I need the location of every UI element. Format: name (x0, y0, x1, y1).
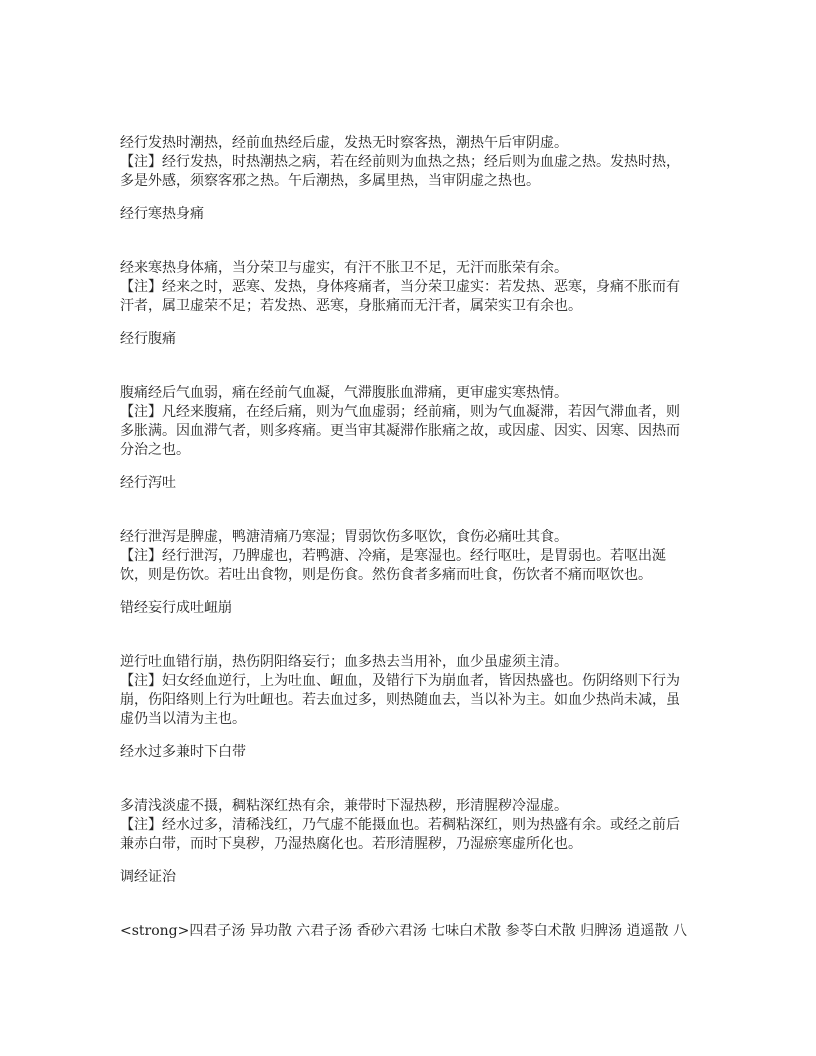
verse-text: 经来寒热身体痛，当分荣卫与虚实，有汗不胀卫不足，无汗而胀荣有余。 (120, 260, 568, 276)
note-text: 【注】经水过多，清稀浅红，乃气虚不能摄血也。若稠粘深红，则为热盛有余。或经之前后兼赤白带，而时下臭秽，乃湿热腐化也。若形清腥秽，乃湿瘀寒虚所化也。 (120, 817, 680, 852)
verse-paragraph (120, 384, 688, 460)
formula-list: <strong>四君子汤 异功散 六君子汤 香砂六君汤 七味白术散 参苓白术散 归脾汤 逍遥散 八 (120, 923, 687, 939)
verse-paragraph (120, 134, 688, 191)
verse-paragraph (120, 653, 688, 729)
verse-text: 经行发热时潮热，经前血热经后虚，发热无时察客热，潮热午后审阴虚。 (120, 135, 568, 151)
section-heading: 经行泻吐 (120, 475, 176, 491)
note-text: 【注】经来之时，恶寒、发热，身体疼痛者，当分荣卫虚实：若发热、恶寒，身痛不胀而有汗者，属卫虚荣不足；若发热、恶寒，身胀痛而无汗者，属荣实卫有余也。 (120, 279, 680, 314)
section-heading: 经行寒热身痛 (120, 206, 204, 222)
verse-paragraph (120, 528, 688, 585)
verse-text: 逆行吐血错行崩，热伤阴阳络妄行；血多热去当用补，血少虽虚须主清。 (120, 654, 568, 670)
verse-paragraph (120, 797, 688, 854)
section-heading: 错经妄行成吐衄崩 (120, 600, 232, 616)
note-text: 【注】妇女经血逆行，上为吐血、衄血，及错行下为崩血者，皆因热盛也。伤阴络则下行为崩，伤阳络则上行为吐衄也。若去血过多，则热随血去，当以补为主。如血少热尚未减，虽虚仍当以清为主也。 (120, 673, 680, 727)
verse-text: 多清浅淡虚不摄，稠粘深红热有余，兼带时下湿热秽，形清腥秽冷湿虚。 (120, 798, 568, 814)
section-heading: 经水过多兼时下白带 (120, 744, 246, 760)
verse-paragraph (120, 259, 688, 316)
section-heading: 经行腹痛 (120, 331, 176, 347)
section-heading: 调经证治 (120, 869, 176, 885)
verse-text: 腹痛经后气血弱，痛在经前气血凝，气滞腹胀血滞痛，更审虚实寒热情。 (120, 385, 568, 401)
document-page (120, 134, 688, 941)
note-text: 【注】凡经来腹痛，在经后痛，则为气血虚弱；经前痛，则为气血凝滞，若因气滞血者，则多胀满。因血滞气者，则多疼痛。更当审其凝滞作胀痛之故，或因虚、因实、因寒、因热而分治之也。 (120, 404, 680, 458)
verse-text: 经行泄泻是脾虚，鸭溏清痛乃寒湿；胃弱饮伤多呕饮，食伤必痛吐其食。 (120, 529, 568, 545)
note-text: 【注】经行发热，时热潮热之病，若在经前则为血热之热；经后则为血虚之热。发热时热，多是外感，须察客邪之热。午后潮热，多属里热，当审阴虚之热也。 (120, 154, 680, 189)
note-text: 【注】经行泄泻，乃脾虚也，若鸭溏、冷痛，是寒湿也。经行呕吐，是胃弱也。若呕出涎饮，则是伤饮。若吐出食物，则是伤食。然伤食者多痛而吐食，伤饮者不痛而呕饮也。 (120, 548, 666, 583)
